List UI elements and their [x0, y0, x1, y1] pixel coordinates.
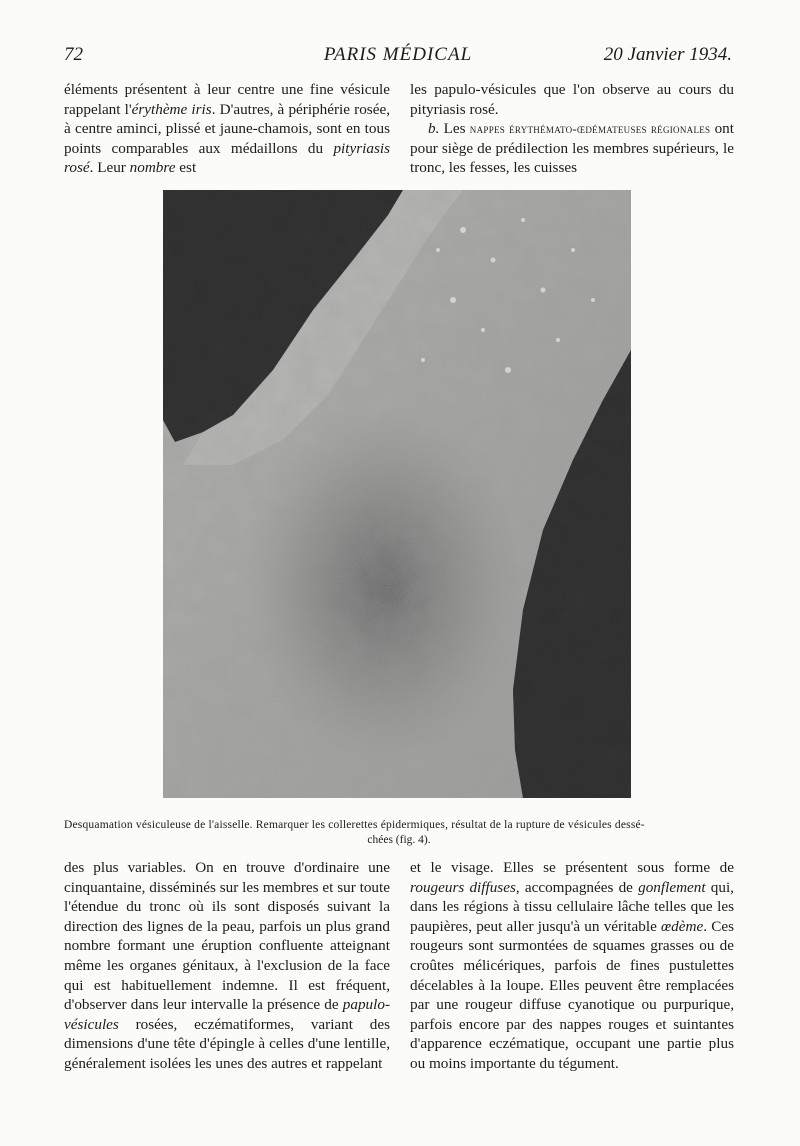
text-run: . Ces rougeurs sont surmontées de squames grasses ou de croûtes mélicériques, parfois de fines pustulettes décelables à la loupe. Elles peuvent être remplacées par une rougeur diffuse cyanotique ou purpurique, parfois encore par des nappes rouges et suintantes d'apparence eczématique, occupant une partie plus ou moins importante du tégument.	[410, 917, 734, 1072]
text-run: ont pour siège de prédilection les membres supérieurs, le tronc, les fesses, les cuisses	[410, 120, 734, 177]
text-run: est	[175, 159, 197, 177]
text-run: des plus variables. On en trouve d'ordinaire une cinquantaine, disséminés sur les membres et sur toute l'étendue du tronc où ils sont disposés suivant la direction des lignes de la peau, parfois un plus grand nombre formant une éruption confluente atteignant même les organes génitaux, à l'exclusion de la face qui est habituellement indemne. Il est fréquent, d'observer dans leur intervalle la présence de	[64, 859, 390, 1014]
italic-term: œdème	[661, 917, 704, 935]
text-column-bottom-right	[410, 858, 734, 1074]
text-run: . Leur	[89, 159, 130, 177]
figure-photograph	[163, 190, 631, 798]
text-column-top-right	[410, 80, 734, 178]
text-run: , accompagnées de	[515, 878, 639, 896]
paragraph	[410, 119, 734, 178]
text-run: qui, dans les régions à tissu cellulaire lâche telles que les paupières, peut aller jusqu'à un véritable	[410, 878, 734, 935]
italic-term: pityriasis rosé	[64, 139, 390, 177]
issue-date: 20 Janvier 1934.	[603, 44, 732, 65]
small-caps-heading: nappes érythémato-œdémateuses régionales	[469, 121, 711, 137]
italic-term: rougeurs diffuses	[410, 878, 516, 896]
text-run: . D'autres, à périphérie rosée, à centre aminci, plissé et jaune-chamois, sont en tous points comparables aux médaillons du	[64, 100, 390, 157]
text-run: rosées, eczématiformes, variant des dimensions d'une tête d'épingle à celles d'une lentille, généralement isolées les unes des autres et rappelant	[64, 1015, 390, 1072]
section-marker: b.	[428, 120, 440, 138]
paragraph: les papulo-vésicules que l'on observe au cours du pityriasis rosé.	[410, 81, 734, 118]
paragraph	[410, 858, 734, 1074]
page-number: 72	[64, 44, 83, 65]
figure-caption: Desquamation vésiculeuse de l'aisselle. Remarquer les collerettes épidermiques, résultat de la rupture de vésicules dessé-	[64, 819, 645, 831]
text-run: et le visage. Elles se présentent sous forme de	[410, 859, 734, 876]
page-header	[64, 44, 732, 72]
text-column-top-left	[64, 80, 390, 178]
italic-term: nombre	[129, 159, 176, 177]
text-run: Les	[439, 120, 470, 138]
paragraph	[64, 80, 390, 178]
text-run: éléments présentent à leur centre une fine vésicule rappelant l'	[64, 81, 390, 118]
italic-term: papulo-vésicules	[64, 996, 390, 1033]
figure-caption-continuation: chées (fig. 4).	[367, 834, 431, 846]
italic-term: gonflement	[638, 878, 706, 896]
paragraph	[64, 858, 390, 1074]
text-column-bottom-left	[64, 858, 390, 1074]
italic-term: érythème iris	[131, 100, 212, 118]
journal-title: PARIS MÉDICAL	[323, 44, 473, 65]
